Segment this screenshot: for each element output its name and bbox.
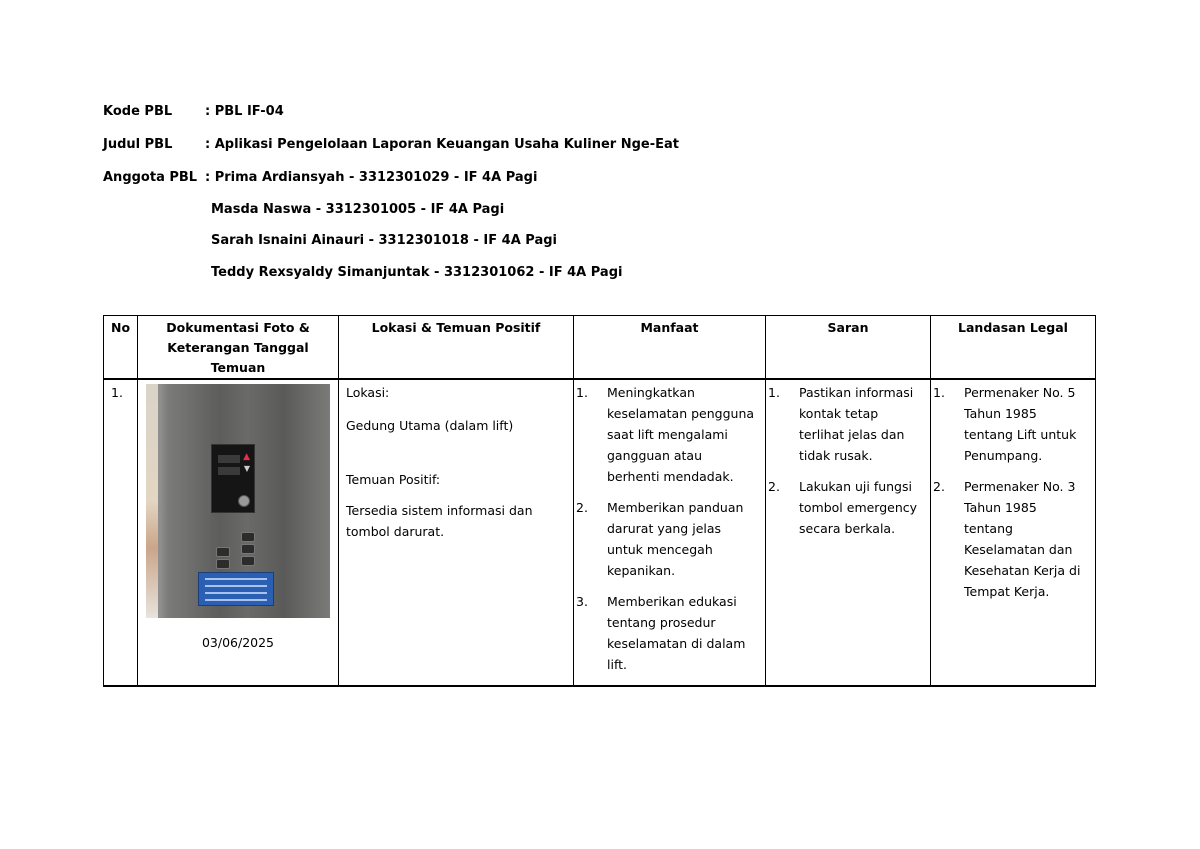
landasan-cell [931,379,1096,686]
lokasi-label: Lokasi: [346,385,390,400]
anggota-member: Masda Naswa - 3312301005 - IF 4A Pagi [211,202,505,217]
header-dokumentasi-line1: Dokumentasi Foto & [166,320,310,335]
anggota-member: : Prima Ardiansyah - 3312301029 - IF 4A Pagi [205,170,538,185]
table-header-row [104,316,1096,380]
judul-label: Judul PBL [103,137,173,152]
photo-cell [138,379,339,686]
lokasi-cell [339,379,574,686]
header-dokumentasi-line2: Keterangan Tanggal Temuan [167,340,309,375]
manfaat-cell [574,379,766,686]
list-item: 2. Memberikan panduan darurat yang jelas untuk mencegah kepanikan. [576,500,744,578]
header-landasan: Landasan Legal [931,316,1096,380]
header-no: No [104,316,138,380]
row-number: 1. [104,379,138,686]
finding-date: 03/06/2025 [201,635,275,650]
lift-panel-photo: ▲ ▼ [146,384,330,618]
anggota-member: Sarah Isnaini Ainauri - 3312301018 - IF 4A Pagi [211,233,557,248]
lokasi-value: Gedung Utama (dalam lift) [346,418,514,433]
header-saran: Saran [766,316,931,380]
list-item: 3. Memberikan edukasi tentang prosedur keselamatan di dalam lift. [576,594,746,672]
temuan-value: Tersedia sistem informasi dan tombol darurat. [346,503,533,539]
list-item: 1. Permenaker No. 5 Tahun 1985 tentang Lift untuk Penumpang. [933,385,1077,463]
list-item: 1. Meningkatkan keselamatan pengguna saat lift mengalami gangguan atau berhenti mendadak. [576,385,755,484]
anggota-member: Teddy Rexsyaldy Simanjuntak - 3312301062 - IF 4A Pagi [211,265,623,280]
anggota-label: Anggota PBL [103,170,198,185]
judul-value: : Aplikasi Pengelolaan Laporan Keuangan Usaha Kuliner Nge-Eat [205,137,679,152]
table-row [104,379,1096,686]
kode-label: Kode PBL [103,104,173,119]
list-item: 2. Lakukan uji fungsi tombol emergency secara berkala. [768,479,918,536]
list-item: 2. Permenaker No. 3 Tahun 1985 tentang Keselamatan dan Kesehatan Kerja di Tempat Kerja. [933,479,1081,599]
header-manfaat: Manfaat [574,316,766,380]
header-dokumentasi [138,316,339,380]
temuan-label: Temuan Positif: [346,472,441,487]
saran-cell [766,379,931,686]
kode-value: : PBL IF-04 [205,104,284,119]
header-lokasi: Lokasi & Temuan Positif [339,316,574,380]
findings-table [103,315,1096,687]
list-item: 1. Pastikan informasi kontak tetap terlihat jelas dan tidak rusak. [768,385,914,463]
